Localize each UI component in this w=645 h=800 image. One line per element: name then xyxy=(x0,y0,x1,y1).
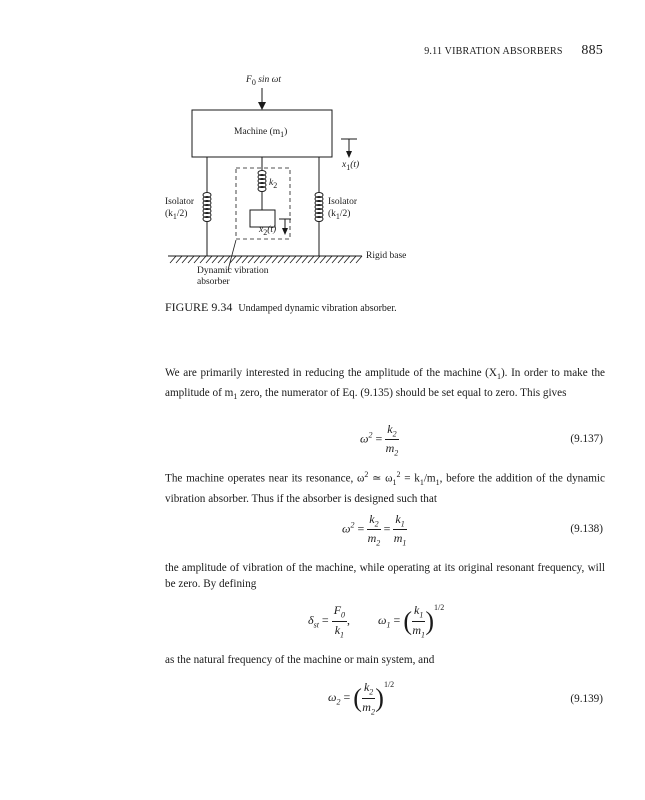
figure-number: FIGURE 9.34 xyxy=(165,300,233,314)
page-number: 885 xyxy=(581,43,603,58)
equation-number-9-139: (9.139) xyxy=(570,693,603,705)
equation-9-139: $\omega_2$ = ( $\frac{k_2}{m_2}$ )$^{1/2}$ xyxy=(328,680,395,717)
paragraph-2: The machine operates near its resonance, $\omega^2$ ≃ $\omega_1^2 = k_1/m_1$, before the addition of the dynamic vibration absorber. Thus if the absorber is designed such that xyxy=(165,470,605,505)
force-label: $F_0$ sin ωt xyxy=(246,75,281,87)
force-arrow-head xyxy=(258,102,266,110)
machine-label: Machine $(m_1)$ xyxy=(234,127,288,139)
equation-definitions: $\delta_{st}$ = $\frac{F_0}{k_1}$ , $\omega_1$ = ( $\frac{k_1}{m_1}$ )$^{1/2}$ xyxy=(308,603,445,640)
paragraph-4: as the natural frequency of the machine or main system, and xyxy=(165,654,435,666)
figure-caption xyxy=(165,301,425,315)
absorber-spring xyxy=(258,157,266,210)
left-isolator-label: Isolator $(k_1/2)$ xyxy=(165,197,195,221)
equation-number-9-138: (9.138) xyxy=(570,523,603,535)
left-isolator-spring xyxy=(203,157,211,256)
equation-9-137: $\omega^2$ = $\frac{k_2}{m_2}$ xyxy=(360,422,399,458)
k2-label: $k_2$ xyxy=(269,178,278,190)
caption-text: Undamped dynamic vibration absorber. xyxy=(238,303,397,314)
rigid-base-label: Rigid base xyxy=(366,251,407,261)
figure-diagram xyxy=(0,0,645,300)
absorber-label: Dynamic vibration absorber xyxy=(197,266,269,287)
equation-number-9-137: (9.137) xyxy=(570,433,603,445)
section-title: 9.11 VIBRATION ABSORBERS xyxy=(424,46,563,57)
right-isolator-label: Isolator $(k_1/2)$ xyxy=(328,197,358,221)
paragraph-1: We are primarily interested in reducing the amplitude of the machine $(X_1)$. In order to make the amplitude of $m_1$ zero, the numerator of Eq. (9.135) should be set equal to zero. This gives xyxy=(165,367,605,402)
x1-label: $x_1(t)$ xyxy=(342,160,360,172)
x1-arrow-head xyxy=(346,151,352,158)
equation-9-138: $\omega^2$ = $\frac{k_2}{m_2}$ = $\frac{k_1}{m_1}$ xyxy=(342,512,407,548)
rigid-base-hatching xyxy=(170,256,362,263)
paragraph-3: the amplitude of vibration of the machine, while operating at its original resonant frequency, will be zero. By defining xyxy=(165,562,605,590)
x2-label: $x_2(t)$ xyxy=(259,225,277,237)
right-isolator-spring xyxy=(315,157,323,256)
x2-arrow-head xyxy=(282,228,288,235)
